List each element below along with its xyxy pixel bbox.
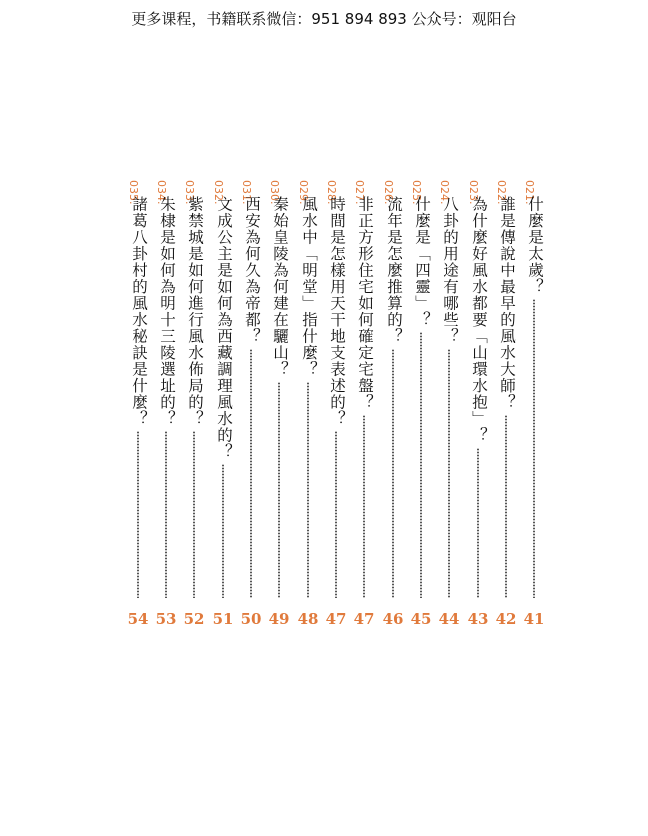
dot-leader xyxy=(278,382,280,598)
dot-leader xyxy=(533,299,535,598)
entry-number: 026. xyxy=(382,180,395,205)
entry-page-number: 46 xyxy=(382,610,404,628)
entry-page-number: 50 xyxy=(240,610,262,628)
entry-title: 諸葛八卦村的風水秘訣是什麼？ xyxy=(130,196,148,427)
dot-leader xyxy=(505,415,507,598)
entry-number: 023. xyxy=(467,180,480,205)
entry-title: 流年是怎麼推算的？ xyxy=(385,196,403,345)
entry-number: 032. xyxy=(212,180,225,205)
entry-title: 誰是傳說中最早的風水大師？ xyxy=(498,196,516,411)
dot-leader xyxy=(250,349,252,598)
entry-page-number: 54 xyxy=(127,610,149,628)
header-contact-line: 更多课程，书籍联系微信：951 894 893 公众号：观阳台 xyxy=(131,10,517,28)
entry-page-number: 51 xyxy=(212,610,234,628)
entry-page-number: 48 xyxy=(297,610,319,628)
dot-leader xyxy=(193,431,195,598)
entry-page-number: 53 xyxy=(155,610,177,628)
entry-page-number: 45 xyxy=(410,610,432,628)
dot-leader xyxy=(137,431,139,598)
entry-page-number: 44 xyxy=(438,610,460,628)
dot-leader xyxy=(477,448,479,598)
dot-leader xyxy=(448,349,450,598)
entry-title: 什麼是太歲？ xyxy=(526,196,544,295)
entry-page-number: 52 xyxy=(183,610,205,628)
entry-number: 025. xyxy=(410,180,423,205)
entry-number: 022. xyxy=(495,180,508,205)
entry-number: 021. xyxy=(523,180,536,205)
entry-number: 034. xyxy=(155,180,168,205)
entry-page-number: 49 xyxy=(268,610,290,628)
entry-page-number: 47 xyxy=(353,610,375,628)
entry-title: 西安為何久為帝都？ xyxy=(243,196,261,345)
dot-leader xyxy=(307,382,309,598)
entry-number: 033. xyxy=(183,180,196,205)
entry-page-number: 42 xyxy=(495,610,517,628)
entry-number: 030. xyxy=(268,180,281,205)
entry-number: 024. xyxy=(438,180,451,205)
dot-leader xyxy=(363,415,365,598)
entry-title: 風水中「明堂」指什麼？ xyxy=(300,196,318,378)
entry-title: 文成公主是如何為西藏調理風水的？ xyxy=(215,196,233,460)
entry-number: 035. xyxy=(127,180,140,205)
entry-title: 時間是怎樣用天干地支表述的？ xyxy=(328,196,346,427)
entry-title: 八卦的用途有哪些？ xyxy=(441,196,459,345)
entry-page-number: 43 xyxy=(467,610,489,628)
dot-leader xyxy=(392,349,394,598)
entry-title: 朱棣是如何為明十三陵選址的？ xyxy=(158,196,176,427)
entry-title: 為什麼好風水都要「山環水抱」？ xyxy=(470,196,488,444)
entry-title: 秦始皇陵為何建在驪山？ xyxy=(271,196,289,378)
entry-number: 029. xyxy=(297,180,310,205)
dot-leader xyxy=(335,431,337,598)
entry-title: 非正方形住宅如何確定宅盤？ xyxy=(356,196,374,411)
entry-number: 027. xyxy=(353,180,366,205)
dot-leader xyxy=(222,464,224,598)
entry-page-number: 47 xyxy=(325,610,347,628)
entry-number: 028. xyxy=(325,180,338,205)
entry-page-number: 41 xyxy=(523,610,545,628)
dot-leader xyxy=(420,332,422,598)
dot-leader xyxy=(165,431,167,598)
entry-title: 什麼是「四靈」？ xyxy=(413,196,431,328)
entry-number: 031. xyxy=(240,180,253,205)
entry-title: 紫禁城是如何進行風水佈局的？ xyxy=(186,196,204,427)
